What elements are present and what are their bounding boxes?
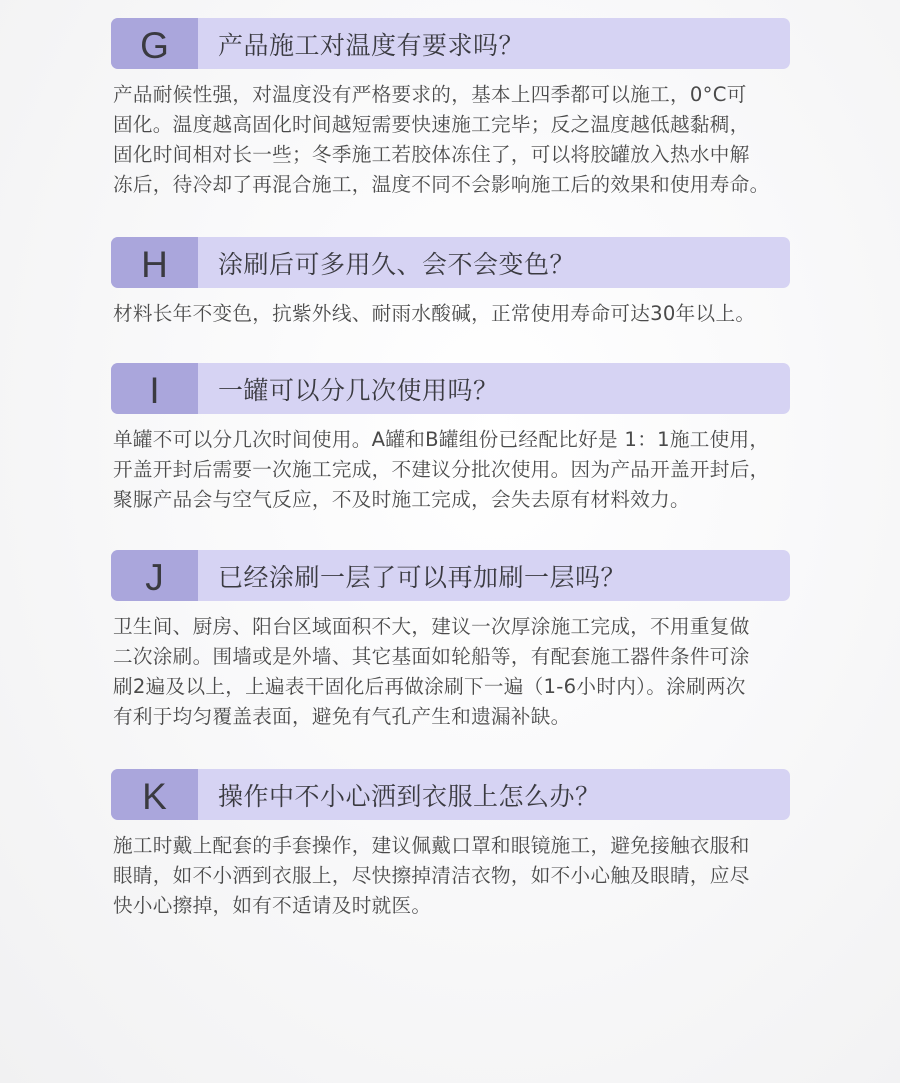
answer-line: 开盖开封后需要一次施工完成，不建议分批次使用。因为产品开盖开封后， xyxy=(113,458,770,481)
answer-text xyxy=(113,80,813,200)
answer-line: 聚脲产品会与空气反应，不及时施工完成，会失去原有材料效力。 xyxy=(113,488,690,511)
answer-line: 快小心擦掉，如有不适请及时就医。 xyxy=(113,894,432,917)
question-bar xyxy=(111,18,790,69)
question-text: 产品施工对温度有要求吗？ xyxy=(218,30,525,60)
question-text: 已经涂刷一层了可以再加刷一层吗？ xyxy=(218,562,627,592)
answer-line: 材料长年不变色，抗紫外线、耐雨水酸碱，正常使用寿命可达30年以上。 xyxy=(113,302,756,325)
answer-line: 卫生间、厨房、阳台区域面积不大，建议一次厚涂施工完成，不用重复做 xyxy=(113,615,750,638)
answer-text xyxy=(113,299,813,329)
answer-text xyxy=(113,425,813,515)
answer-line: 眼睛，如不小洒到衣服上，尽快擦掉清洁衣物，如不小心触及眼睛，应尽 xyxy=(113,864,750,887)
question-letter: K xyxy=(111,769,198,820)
question-bar xyxy=(111,550,790,601)
answer-line: 二次涂刷。围墙或是外墙、其它基面如轮船等，有配套施工器件条件可涂 xyxy=(113,645,750,668)
question-bar xyxy=(111,363,790,414)
question-text: 操作中不小心洒到衣服上怎么办？ xyxy=(218,781,601,811)
question-bar xyxy=(111,769,790,820)
answer-line: 冻后，待冷却了再混合施工，温度不同不会影响施工后的效果和使用寿命。 xyxy=(113,173,770,196)
answer-line: 施工时戴上配套的手套操作，建议佩戴口罩和眼镜施工，避免接触衣服和 xyxy=(113,834,750,857)
answer-text xyxy=(113,831,813,921)
question-letter: H xyxy=(111,237,198,288)
answer-line: 固化。温度越高固化时间越短需要快速施工完毕；反之温度越低越黏稠， xyxy=(113,113,750,136)
answer-line: 有利于均匀覆盖表面，避免有气孔产生和遗漏补缺。 xyxy=(113,705,571,728)
answer-line: 产品耐候性强，对温度没有严格要求的，基本上四季都可以施工，0°C可 xyxy=(113,83,747,106)
question-text: 涂刷后可多用久、会不会变色？ xyxy=(218,249,576,279)
answer-text xyxy=(113,612,813,732)
question-text: 一罐可以分几次使用吗？ xyxy=(218,375,499,405)
question-letter: J xyxy=(111,550,198,601)
question-letter: I xyxy=(111,363,198,414)
answer-line: 单罐不可以分几次时间使用。A罐和B罐组份已经配比好是 1：1施工使用， xyxy=(113,428,770,451)
answer-line: 刷2遍及以上，上遍表干固化后再做涂刷下一遍（1-6小时内）。涂刷两次 xyxy=(113,675,746,698)
question-letter: G xyxy=(111,18,198,69)
question-bar xyxy=(111,237,790,288)
answer-line: 固化时间相对长一些；冬季施工若胶体冻住了，可以将胶罐放入热水中解 xyxy=(113,143,750,166)
